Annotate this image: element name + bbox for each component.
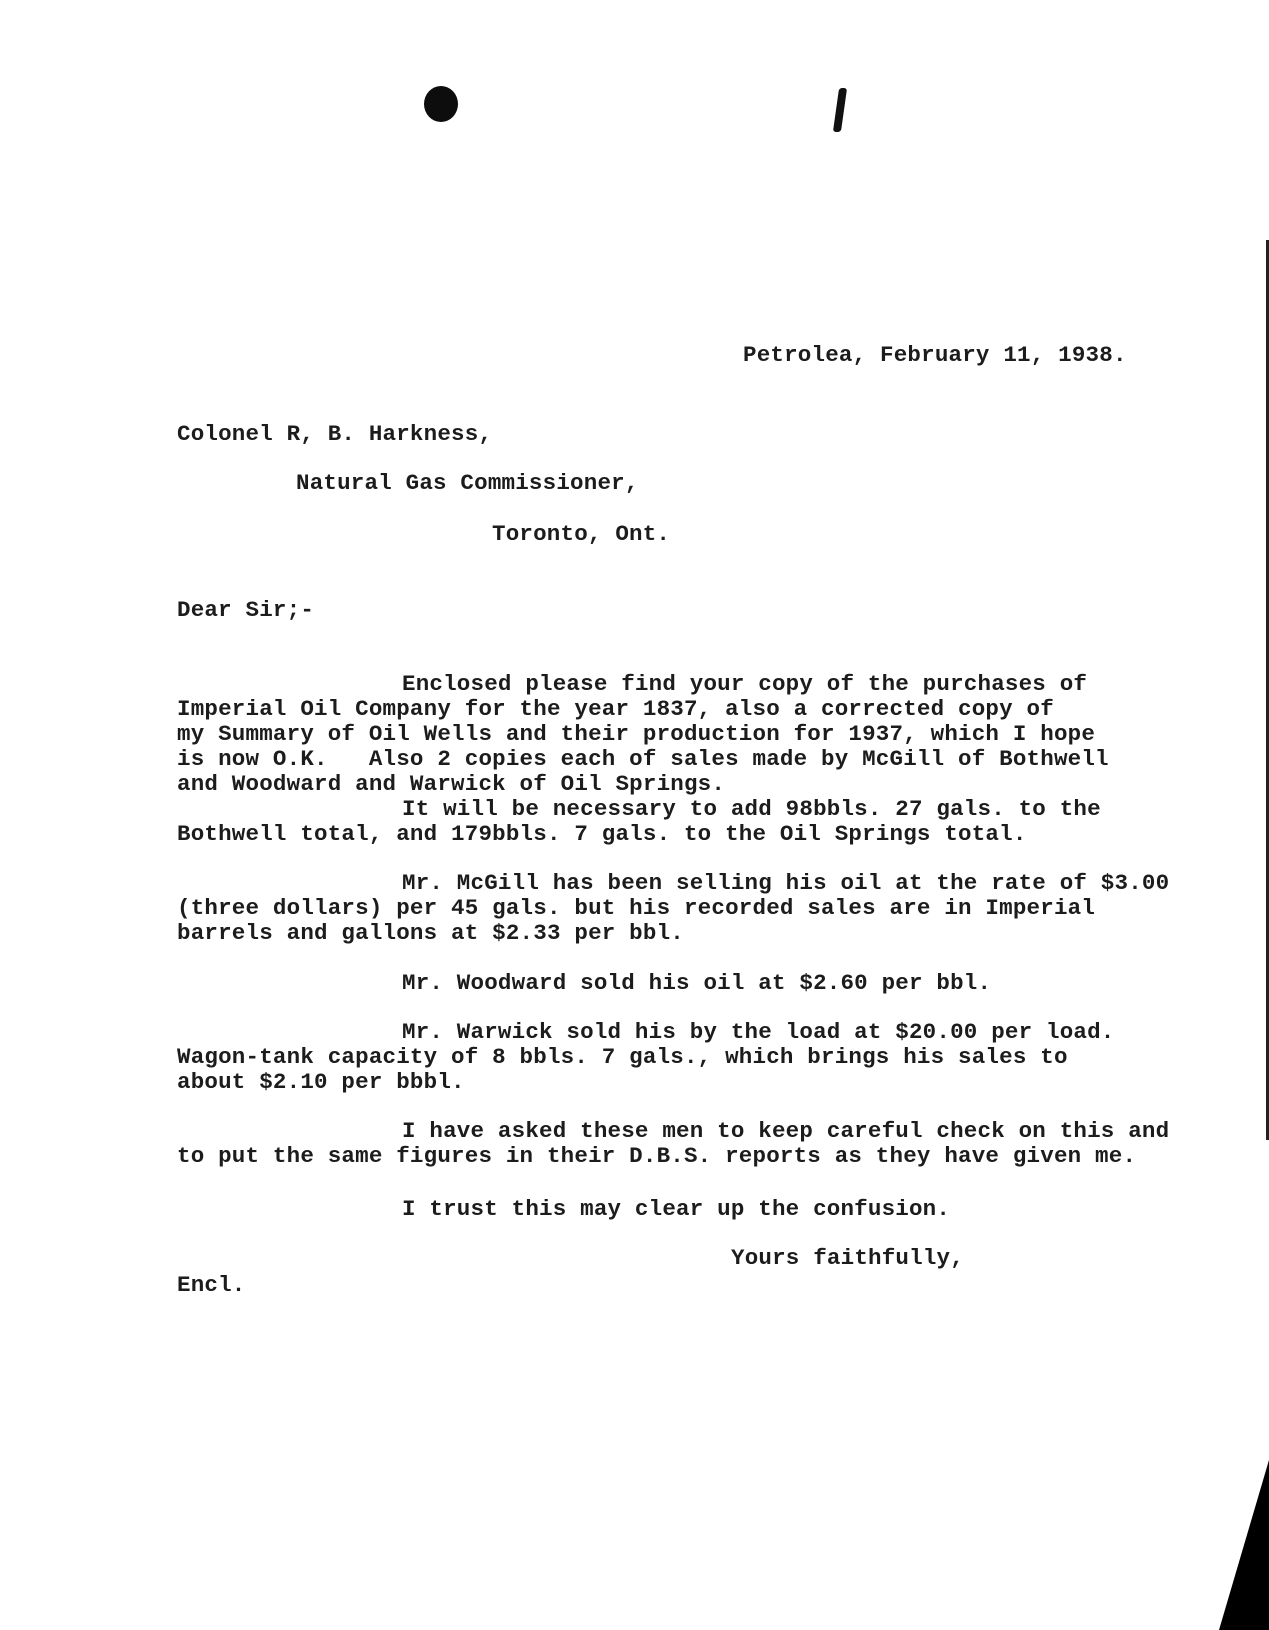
- paragraph-line: (three dollars) per 45 gals. but his recorded sales are in Imperial: [177, 895, 1096, 921]
- paragraph-line: my Summary of Oil Wells and their production for 1937, which I hope: [177, 721, 1096, 747]
- punch-hole-icon: [424, 86, 458, 122]
- paragraph-reports: [177, 1119, 1169, 1169]
- paragraph-enclosures: [177, 672, 1109, 797]
- paragraph-line: Mr. Warwick sold his by the load at $20.00 per load.: [402, 1019, 1115, 1045]
- paragraph-mcgill: [177, 871, 1169, 946]
- paragraph-line: barrels and gallons at $2.33 per bbl.: [177, 920, 684, 946]
- paragraph-line: about $2.10 per bbbl.: [177, 1069, 465, 1095]
- recipient-name: Colonel R, B. Harkness,: [177, 421, 493, 447]
- scan-corner-shadow: [1219, 1460, 1269, 1630]
- dateline: Petrolea, February 11, 1938.: [743, 342, 1127, 368]
- paragraph-line: Mr. McGill has been selling his oil at the rate of $3.00: [402, 870, 1170, 896]
- paragraph-line: Imperial Oil Company for the year 1837, also a corrected copy of: [177, 696, 1054, 722]
- salutation: Dear Sir;-: [177, 597, 315, 623]
- recipient-location: Toronto, Ont.: [492, 521, 671, 547]
- paragraph-line: It will be necessary to add 98bbls. 27 gals. to the: [402, 796, 1101, 822]
- recipient-title: Natural Gas Commissioner,: [296, 470, 639, 496]
- closing: Yours faithfully,: [731, 1245, 964, 1271]
- paragraph-line: to put the same figures in their D.B.S. reports as they have given me.: [177, 1143, 1137, 1169]
- paragraph-line: I have asked these men to keep careful check on this and: [402, 1118, 1170, 1144]
- paragraph-woodward: [177, 971, 991, 996]
- enclosure-note: Encl.: [177, 1272, 246, 1298]
- paragraph-closing-remark: [177, 1197, 950, 1222]
- paragraph-line: and Woodward and Warwick of Oil Springs.: [177, 771, 726, 797]
- paragraph-totals: [177, 797, 1101, 847]
- paragraph-line: Bothwell total, and 179bbls. 7 gals. to the Oil Springs total.: [177, 821, 1027, 847]
- binder-mark-icon: [833, 88, 847, 132]
- paragraph-line: I trust this may clear up the confusion.: [402, 1196, 951, 1222]
- paragraph-line: Enclosed please find your copy of the purchases of: [402, 671, 1088, 697]
- paragraph-line: Mr. Woodward sold his oil at $2.60 per bbl.: [402, 970, 992, 996]
- paragraph-line: Wagon-tank capacity of 8 bbls. 7 gals., which brings his sales to: [177, 1044, 1068, 1070]
- paragraph-line: is now O.K. Also 2 copies each of sales made by McGill of Bothwell: [177, 746, 1109, 772]
- paragraph-warwick: [177, 1020, 1115, 1095]
